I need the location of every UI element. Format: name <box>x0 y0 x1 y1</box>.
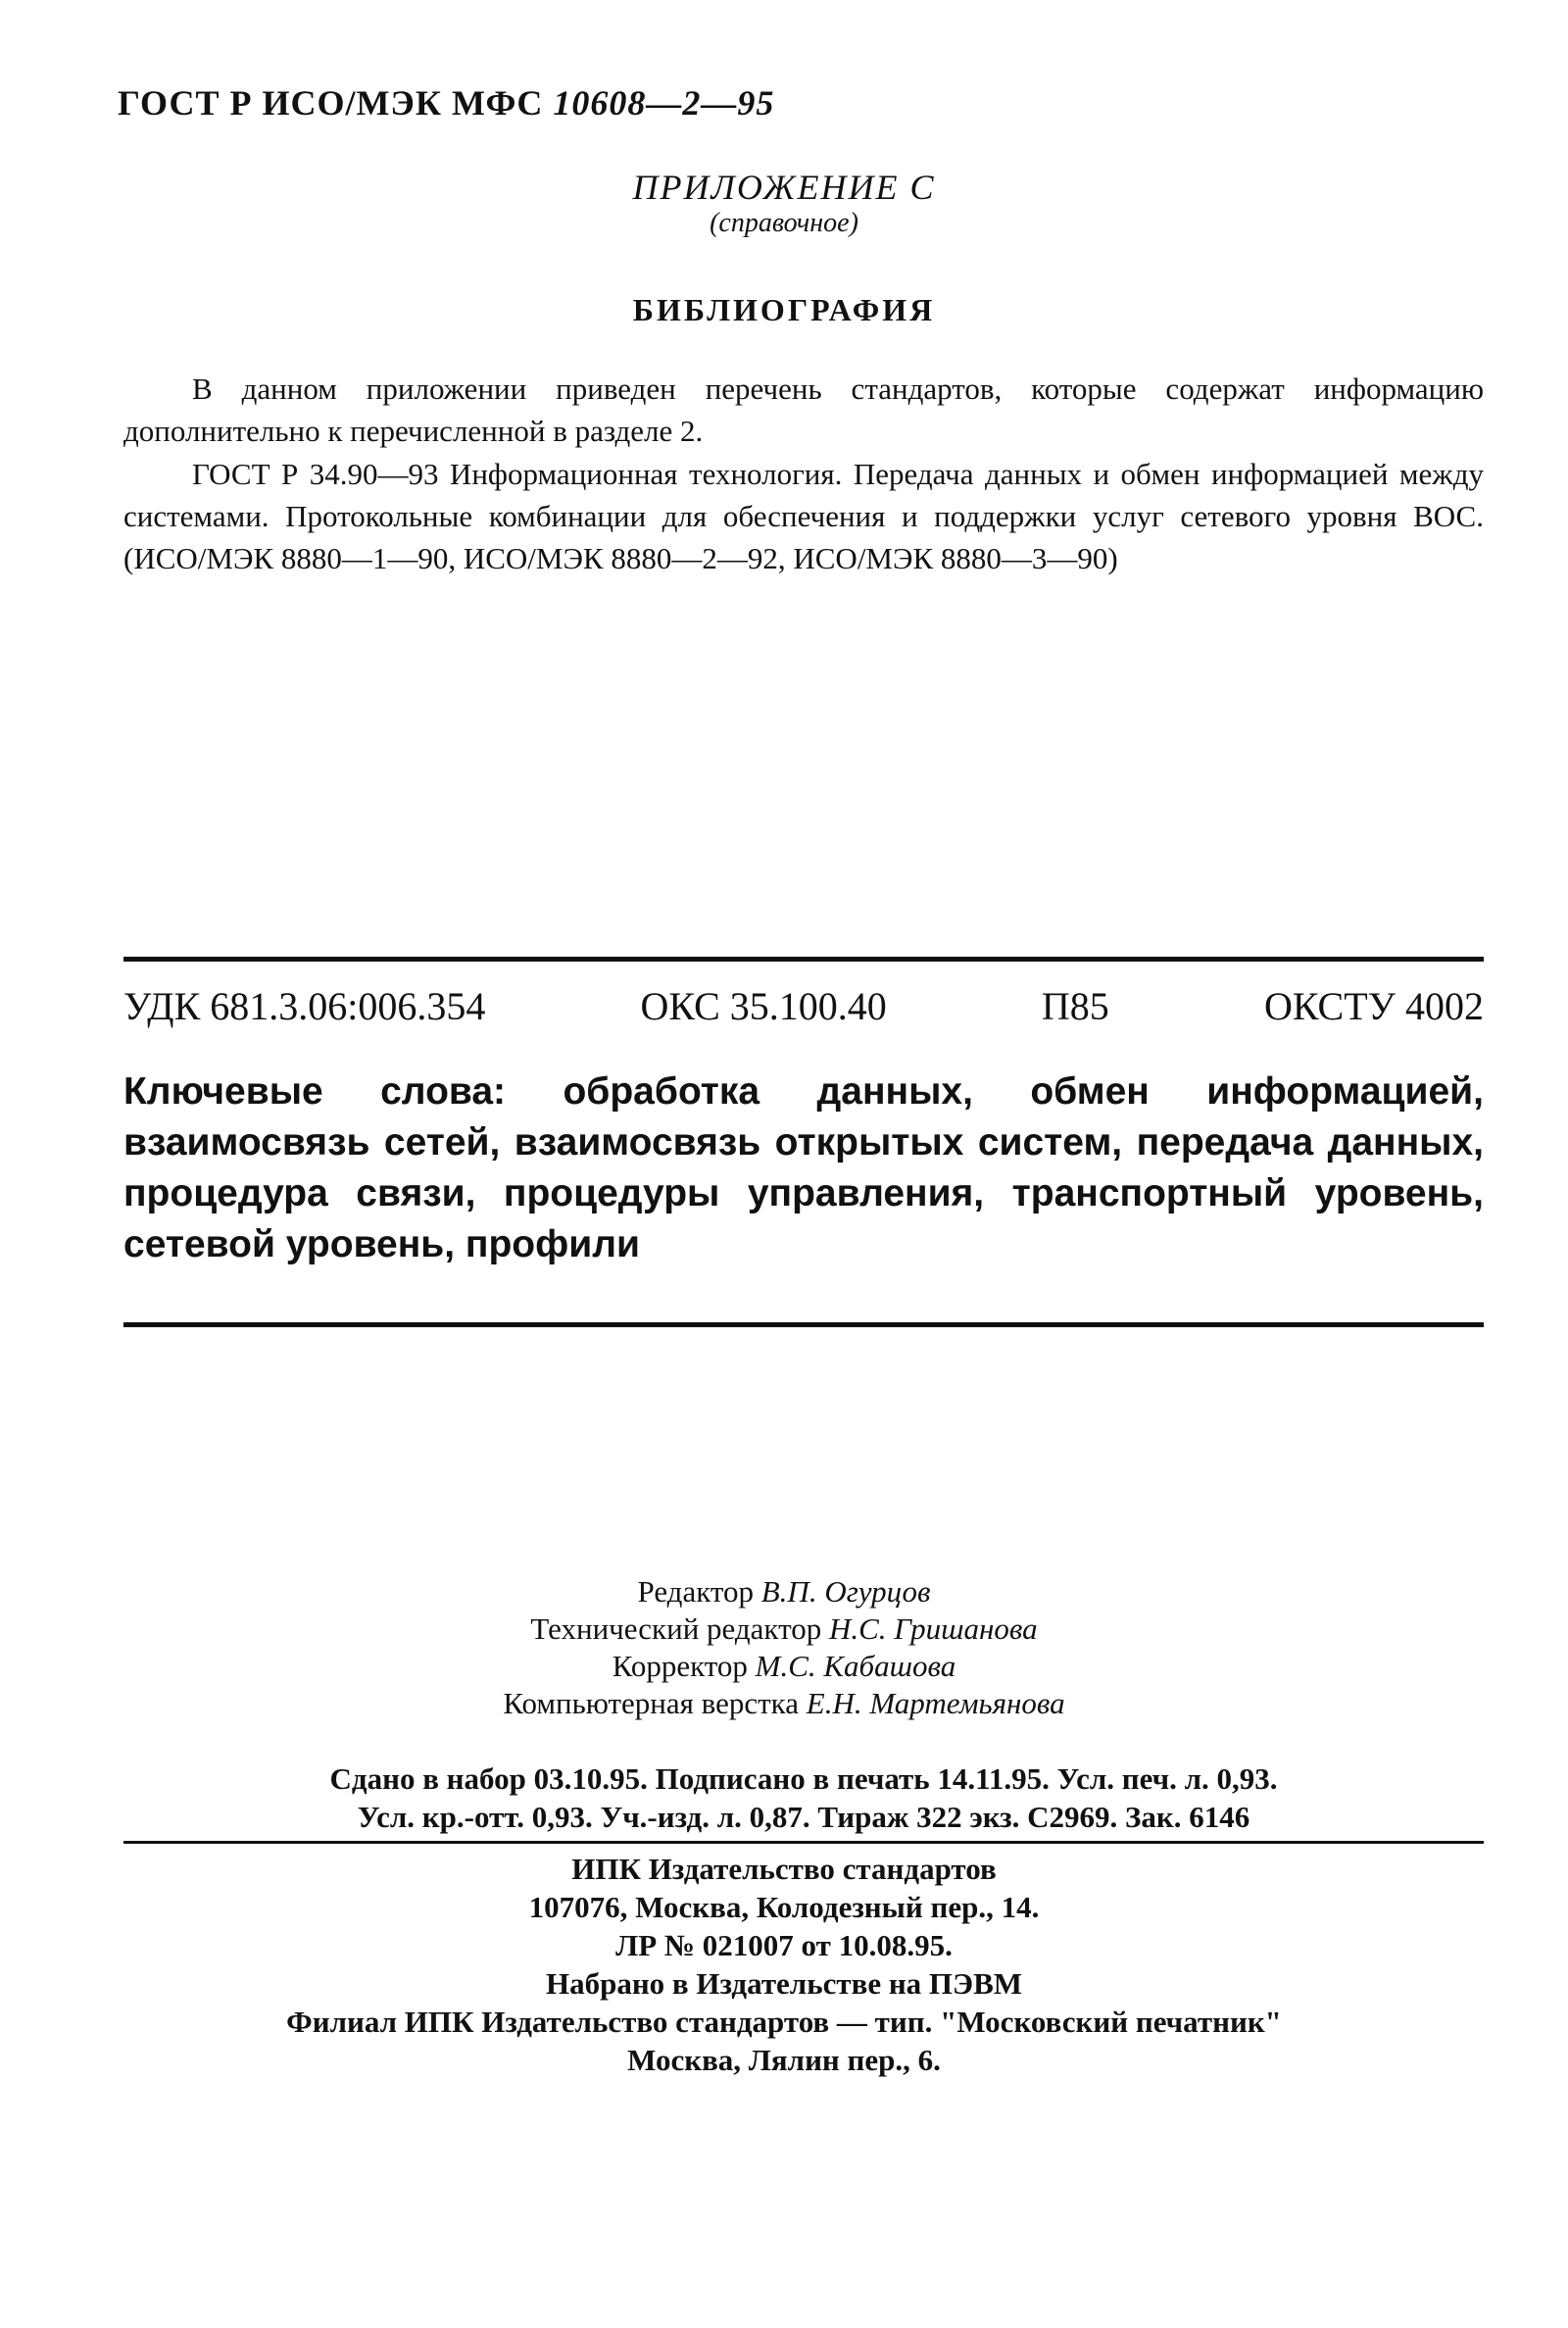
credit-name: М.С. Кабашова <box>755 1649 956 1683</box>
credits <box>0 1573 1568 1722</box>
bibliography-intro: В данном приложении приведен перечень стандартов, которые содержат информацию дополнительно к перечисленной в разделе 2. <box>123 371 1484 448</box>
credit-name: Н.С. Гришанова <box>828 1611 1038 1646</box>
credit-line <box>0 1573 1568 1610</box>
publisher-line: 107076, Москва, Колодезный пер., 14. <box>528 1890 1040 1924</box>
credit-role: Технический редактор <box>530 1611 822 1646</box>
divider-top <box>123 957 1484 962</box>
credit-role: Компьютерная верстка <box>503 1686 800 1720</box>
publisher-line: Набрано в Издательстве на ПЭВМ <box>545 1966 1023 2001</box>
publisher-line: Филиал ИПК Издательство стандартов — тип. "Московский печатник" <box>286 2005 1282 2039</box>
credit-role: Корректор <box>612 1649 748 1683</box>
appendix-title: ПРИЛОЖЕНИЕ С <box>632 168 936 207</box>
credit-name: Е.Н. Мартемьянова <box>806 1686 1065 1720</box>
header-number: 10608—2—95 <box>553 83 775 123</box>
bibliography-entry: ГОСТ Р 34.90—93 Информационная технология. Передача данных и обмен информацией между системами. Протокольные комбинации для обеспечения и поддержки услуг сетевого уровня ВОС. (ИСО/МЭК 8880—1—90, ИСО/МЭК 8880—2—92, ИСО/МЭК 8880—3—90) <box>123 457 1484 575</box>
print-info-line: Сдано в набор 03.10.95. Подписано в печать 14.11.95. Усл. печ. л. 0,93. <box>329 1761 1278 1796</box>
publisher-line: ЛР № 021007 от 10.08.95. <box>615 1928 953 1962</box>
credit-line <box>0 1648 1568 1685</box>
p-code: П85 <box>1041 984 1109 1028</box>
publisher-info <box>0 1850 1568 2079</box>
credit-name: В.П. Огурцов <box>760 1574 931 1609</box>
udk-code: УДК 681.3.06:006.354 <box>123 984 486 1028</box>
keywords: Ключевые слова: обработка данных, обмен информацией, взаимосвязь сетей, взаимосвязь открытых систем, передача данных, процедура связи, процедуры управления, транспортный уровень, сетевой уровень, профили <box>123 1070 1484 1265</box>
appendix-subtitle: (справочное) <box>710 208 858 238</box>
divider-middle <box>123 1322 1484 1327</box>
oks-code: ОКС 35.100.40 <box>640 984 887 1028</box>
publisher-line: Москва, Лялин пер., 6. <box>627 2043 941 2077</box>
credit-role: Редактор <box>637 1574 754 1609</box>
classification-codes <box>123 983 1484 1029</box>
credit-line <box>0 1610 1568 1648</box>
print-info <box>123 1759 1484 1836</box>
okstu-code: ОКСТУ 4002 <box>1263 984 1484 1028</box>
publisher-line: ИПК Издательство стандартов <box>571 1852 997 1886</box>
document-header <box>118 82 774 124</box>
bibliography-title: БИБЛИОГРАФИЯ <box>632 292 936 327</box>
print-info-line: Усл. кр.-отт. 0,93. Уч.-изд. л. 0,87. Тираж 322 экз. С2969. Зак. 6146 <box>357 1800 1250 1834</box>
divider-bottom <box>123 1841 1484 1844</box>
header-prefix: ГОСТ Р ИСО/МЭК МФС <box>118 83 544 123</box>
credit-line <box>0 1685 1568 1722</box>
